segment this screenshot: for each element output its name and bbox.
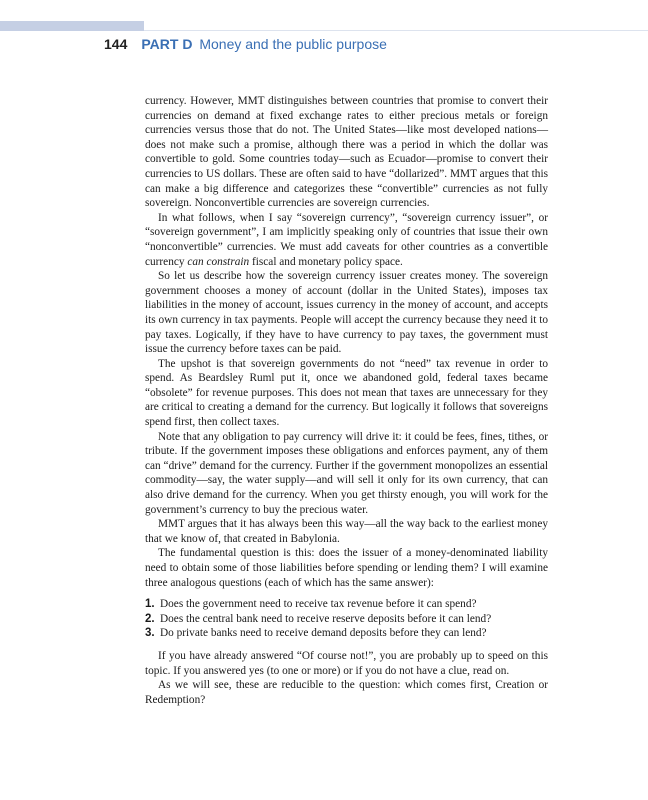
header-accent-bar [0, 21, 144, 31]
part-label: PART D [141, 36, 193, 52]
paragraph: The fundamental question is this: does the issuer of a money-denominated liability need to obtain some of those liabilities before spending or lending them? I will examine three analogous questions (each of which has the same answer): [145, 547, 548, 589]
paragraph: In what follows, when I say “sovereign currency”, “sovereign currency issuer”, or “sovereign government”, I am implicitly speaking only of countries that issue their own “nonconvertible” currencies. We must add caveats for other countries as a convertible currency can constrain fiscal and monetary policy space. [145, 211, 548, 268]
list-number: 1. [145, 598, 155, 611]
question-list [145, 597, 548, 641]
paragraph: As we will see, these are reducible to the question: which comes first, Creation or Redemption? [145, 679, 548, 706]
running-header [104, 36, 387, 52]
paragraph: MMT argues that it has always been this way—all the way back to the earliest money that we know of, that created in Babylonia. [145, 518, 548, 545]
body-text [145, 94, 548, 707]
paragraph: So let us describe how the sovereign currency issuer creates money. The sovereign government chooses a money of account (dollar in the United States), imposes tax liabilities in the money of account, issues currency in the money of account, and accepts its own currency in tax payments. People will accept the currency because they need it to pay taxes. Logically, if they have to have currency to pay taxes, the government must issue the currency before taxes can be paid. [145, 270, 548, 356]
list-item-text: Do private banks need to receive demand deposits before they can lend? [160, 627, 487, 640]
header-rule [144, 30, 648, 31]
paragraph: The upshot is that sovereign governments do not “need” tax revenue in order to spend. As Beardsley Ruml put it, once we abandoned gold, federal taxes became “obsolete” for revenue purposes. This does not mean that taxes are unnecessary for they are critical to creating a demand for the currency. But logically it follows that sovereigns spend first, then collect taxes. [145, 357, 548, 429]
list-number: 2. [145, 612, 155, 625]
part-title: Money and the public purpose [199, 36, 387, 52]
paragraph: currency. However, MMT distinguishes between countries that promise to convert their currencies on demand at fixed exchange rates to either precious metals or foreign currencies versus those that do not. The United States—like most developed nations—does not make such a promise, although there was a period in which the dollar was convertible to gold. Some countries today—such as Ecuador—promise to convert their currencies to US dollars. These are often said to have “dollarized”. MMT argues that this can make a big difference and categorizes these “convertible” currencies as not fully sovereign. Nonconvertible currencies are sovereign currencies. [145, 95, 548, 210]
paragraph: Note that any obligation to pay currency will drive it: it could be fees, fines, tithes, or tribute. If the government imposes these obligations and enforces payment, any of them can “drive” demand for the currency. Further if the government monopolizes an essential commodity—say, the water supply—and will sell it only for its own currency, that can also drive demand for the currency. When you get thirsty enough, you will work for the government’s currency to buy the precious water. [145, 430, 548, 516]
page-number: 144 [104, 36, 128, 52]
list-item [145, 612, 548, 627]
paragraph: If you have already answered “Of course not!”, you are probably up to speed on this topic. If you answered yes (to one or more) or if you do not have a clue, read on. [145, 649, 548, 677]
emphasis: can constrain [187, 255, 250, 268]
list-number: 3. [145, 627, 155, 640]
list-item-text: Does the government need to receive tax revenue before it can spend? [160, 598, 477, 611]
list-item-text: Does the central bank need to receive reserve deposits before it can lend? [160, 612, 492, 625]
list-item [145, 597, 548, 612]
list-item [145, 626, 548, 641]
